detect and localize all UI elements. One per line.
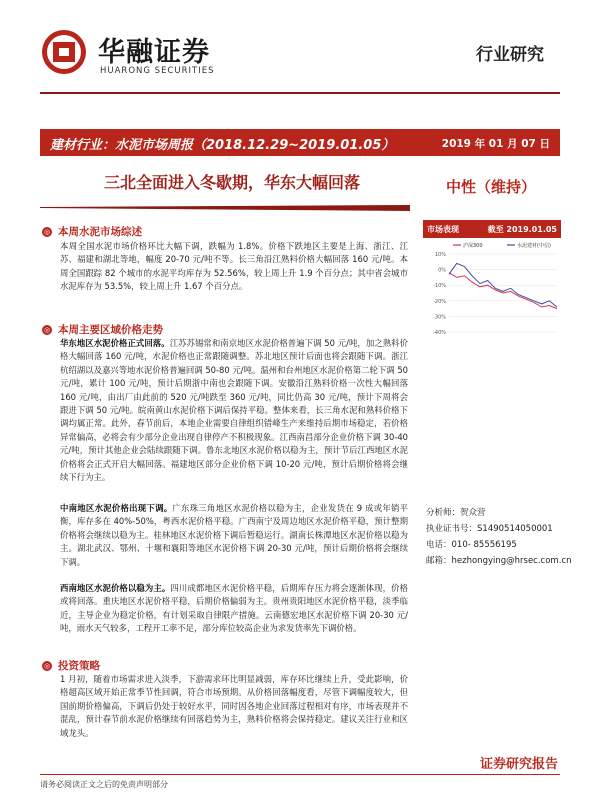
review-paragraph: 本周全国水泥市场价格环比大幅下调，跌幅为 1.8%。价格下跌地区主要是上海、浙江、江苏、福建和湖北等地，幅度 20-70 元/吨不等。长三角沿江熟料价格大幅回落 160 元/吨。本周全国跟踪 82 个城市的水泥平均库存为 52.56%，较上周上升 1.9 个百分点；其中省会城市水泥库存为 53.5%，较上周上升 1.67 个百分点。	[60, 241, 408, 292]
report-banner	[40, 129, 560, 156]
report-type: 行业研究	[476, 45, 544, 65]
southwest-body: 四川成都地区水泥价格平稳，后期库存压力将会逐渐体现，价格或将回落。重庆地区水泥价格平稳，后期价格偏弱为主。贵州贵阳地区水泥价格平稳，淡季临近，主导企业为稳定价格，有计划采取自律限产措施。云南德宏地区水泥价格下调 20-30 元/吨，雨水天气较多，工程开工率不足，部分库位较高企业为求发货率先下调价格。	[60, 583, 409, 634]
y-tick-label: -30%	[433, 314, 446, 321]
securities-research-report-label: 证券研究报告	[479, 757, 558, 772]
southwest-lead: 西南地区水泥价格以稳为主。	[60, 583, 171, 593]
section-heading-text: 本周水泥市场综述	[58, 226, 142, 238]
page-title: 三北全面进入冬歇期，华东大幅回落	[103, 173, 360, 192]
legend-label: 沪深300	[463, 243, 483, 249]
east-china-paragraph	[60, 337, 408, 484]
analyst-phone: 010- 85556195	[451, 540, 517, 550]
analyst-email-label: 邮箱：	[426, 556, 452, 566]
section-heading-review	[42, 224, 142, 239]
section-bullet-icon: ◎	[43, 227, 51, 236]
y-tick-label: -20%	[433, 298, 446, 305]
analyst-name: 贺众营	[460, 508, 486, 518]
report-date: 2019 年 01 月 07 日	[441, 138, 550, 150]
y-tick-label: 0%	[438, 267, 446, 274]
analyst-phone-label: 电话：	[426, 540, 452, 550]
legend-label: 水泥建材(中信)	[517, 243, 551, 249]
section-heading-text: 本周主要区域价格走势	[58, 324, 163, 336]
header-divider	[40, 92, 560, 94]
market-performance-chart	[423, 220, 561, 338]
section-bullet-icon: ◎	[43, 661, 51, 670]
analyst-license-row	[426, 522, 553, 534]
central-south-paragraph	[60, 502, 408, 569]
y-tick-label: -40%	[433, 330, 446, 336]
y-tick-label: 10%	[434, 252, 446, 258]
footer-divider	[40, 774, 560, 775]
chart-header	[423, 220, 561, 238]
disclaimer-note: 请务必阅读正文之后的免责声明部分	[40, 780, 168, 789]
chart-plot	[423, 238, 561, 338]
y-tick-label: -10%	[433, 283, 446, 290]
section-heading-regional	[42, 322, 163, 337]
huarong-logo-icon	[40, 28, 88, 76]
rating-badge: 中性（维持）	[445, 178, 536, 196]
analyst-name-row	[426, 506, 486, 518]
company-name-cn: 华融证券	[98, 37, 210, 68]
east-china-body: 江苏苏锡常和南京地区水泥价格普遍下调 50 元/吨，加之熟料价格大幅回落 160 元/吨，水泥价格也正常跟随调整。苏北地区预计后面也将会跟随下调。浙江杭绍湖以及嘉兴等地水泥价格普遍回调 50-80 元/吨。温州和台州地区水泥价格第二轮下调 50 元/吨，累计 100 元/吨，预计后期浙中南也会跟随下调。安徽沿江熟料价格一次性大幅回落 160 元/吨，由出厂由此前的 520 元/吨跌至 360 元/吨，同比仍高 30 元/吨，预计下周将会跟进下调 50 元/吨。皖南黄山水泥价格下调后保持平稳。整体来看，长三角水泥和熟料价格下调均属正常。此外，春节前后，本地企业需要自律组织错峰生产来维持后期市场稳定，若价格异常偏高，必将会有少部分企业出现自律停产不积极现象。江西南昌部分企业价格下调 30-40 元/吨，预计其他企业会陆续跟随下调。鲁东北地区水泥价格以稳为主，预计节后江西地区水泥价格将会正式开启大幅回落。福建地区部分企业价格下调 10-20 元/吨，预计后期价格将会继续下行为主。	[60, 338, 408, 483]
southwest-paragraph	[60, 582, 408, 636]
chart-header-date: 截至 2019.01.05	[487, 225, 557, 234]
central-south-body: 广东珠三角地区水泥价格以稳为主，企业发货在 9 成或年销平衡，库存多在 40%-50%，粤西水泥价格平稳。广西南宁及周边地区水泥价格平稳，预计整期价格将会继续以稳为主。桂林地区水泥价格下调后暂稳运行。湖南长株潭地区水泥价格以稳为主。湖北武汉、鄂州、十堰和襄阳等地区水泥价格下调 20-30 元/吨，预计后期价格将会继续下调。	[60, 503, 408, 567]
analyst-email[interactable]: hezhongying@hrsec.com.cn	[451, 556, 572, 566]
banner-title: 建材行业：水泥市场周报（2018.12.29~2019.01.05）	[50, 138, 395, 153]
section-heading-strategy	[42, 658, 100, 673]
company-name-en: HUARONG SECURITIES	[100, 66, 215, 76]
analyst-name-label: 分析师：	[426, 508, 461, 518]
central-south-lead: 中南地区水泥价格出现下调。	[60, 503, 173, 513]
analyst-license-label: 执业证书号：	[426, 524, 478, 534]
section-bullet-icon: ◎	[43, 325, 51, 334]
analyst-license: S1490514050001	[477, 524, 553, 534]
section-heading-text: 投资策略	[58, 660, 100, 672]
east-china-lead: 华东地区水泥价格正式回落。	[60, 338, 170, 348]
analyst-phone-row	[426, 538, 517, 550]
title-underline	[40, 205, 410, 213]
strategy-paragraph: 1 月初，随着市场需求进入淡季，下游需求环比明显减弱，库存环比继续上升，受此影响，价格超高区域开始正常季节性回调，符合市场预期。从价格回落幅度看，尽管下调幅度较大，但国前期价格偏高，下调后仍处于较好水平，同时因各地企业回落过程相对有序，市场表现并不混乱，预计春节前水泥价格继续有回落趋势为主，熟料价格将会保持稳定。建议关注行业和区域龙头。	[60, 674, 408, 738]
analyst-email-row	[426, 554, 571, 566]
chart-header-label: 市场表现	[427, 225, 459, 234]
